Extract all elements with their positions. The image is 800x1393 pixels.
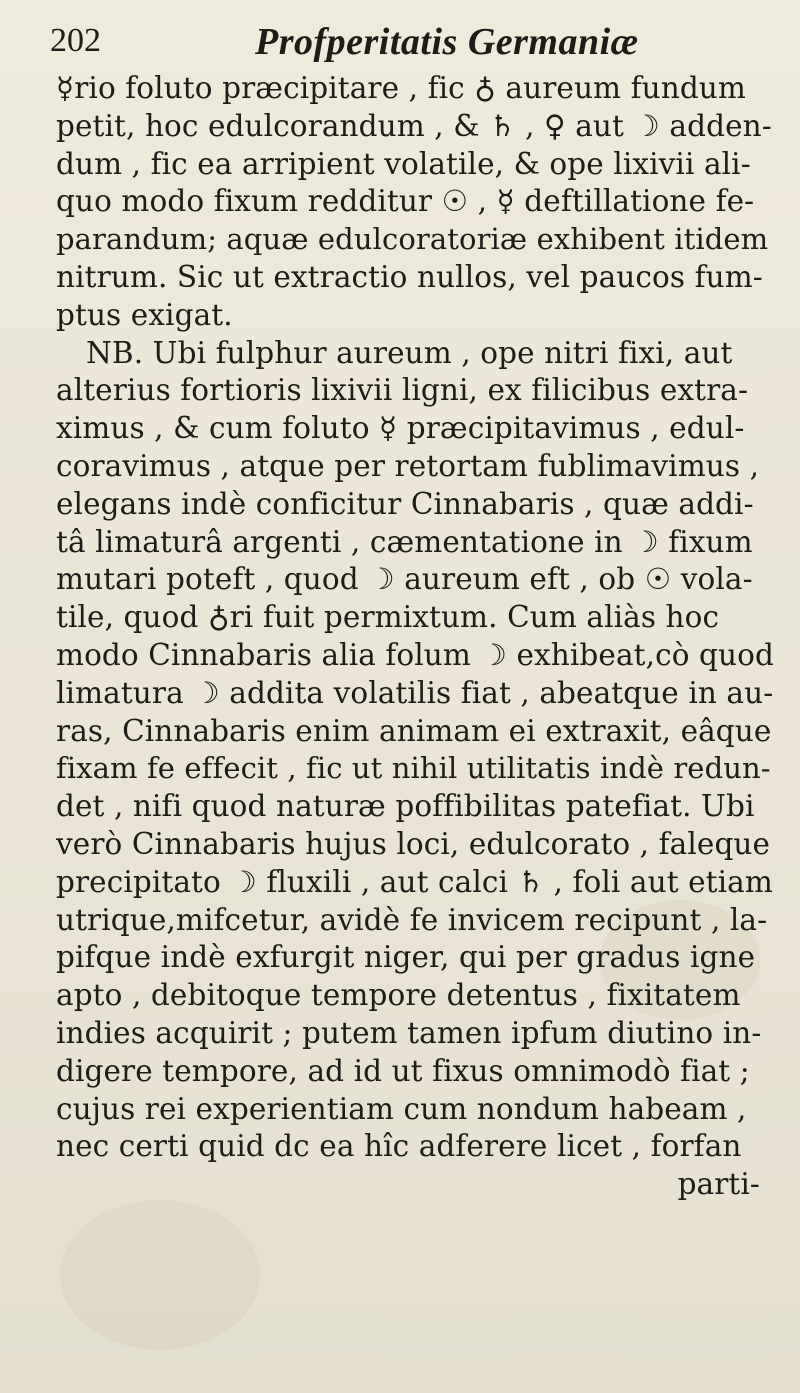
- text-line: tâ limaturâ argenti , cæmentatione in ☽ fixum: [56, 524, 753, 559]
- text-line: modo Cinnabaris alia folum ☽ exhibeat,cò quod: [56, 637, 774, 672]
- text-line: ptus exigat.: [56, 297, 233, 332]
- text-line: fixam fe effecit , fic ut nihil utilitatis indè redun-: [56, 751, 771, 786]
- text-line: pifque indè exfurgit niger, qui per gradus igne: [56, 940, 756, 975]
- text-line: mutari poteft , quod ☽ aureum eft , ob ☉ vola-: [56, 562, 753, 597]
- body-text: [56, 70, 778, 1204]
- text-line: petit, hoc edulcorandum , & ♄ , ♀ aut ☽ adden-: [56, 108, 772, 143]
- text-line: nec certi quid dc ea hîc adferere licet , forfan: [56, 1129, 742, 1164]
- text-line: NB. Ubi fulphur aureum , ope nitri fixi, aut: [86, 335, 733, 370]
- page-number: 202: [50, 22, 101, 59]
- text-line: quo modo fixum redditur ☉ , ☿ deftillatione fe-: [56, 184, 755, 219]
- text-line: limatura ☽ addita volatilis fiat , abeatque in au-: [56, 675, 774, 710]
- text-line: dum , fic ea arripient volatile, & ope lixivii ali-: [56, 146, 751, 181]
- paper-stain: [60, 1200, 260, 1350]
- text-line: verò Cinnabaris hujus loci, edulcorato , faleque: [56, 826, 771, 861]
- text-line: ras, Cinnabaris enim animam ei extraxit, eâque: [56, 713, 772, 748]
- text-line: ☿rio foluto præcipitare , fic ♁ aureum fundum: [56, 71, 746, 105]
- text-line: indies acquirit ; putem tamen ipfum diutino in-: [56, 1015, 762, 1050]
- text-line: elegans indè conficitur Cinnabaris , quæ addi-: [56, 486, 754, 521]
- text-line: parandum; aquæ edulcoratoriæ exhibent itidem: [56, 222, 769, 257]
- text-line: coravimus , atque per retortam fublimavimus ,: [56, 448, 760, 483]
- text-line: apto , debitoque tempore detentus , fixitatem: [56, 978, 741, 1013]
- text-line: tile, quod ♁ri fuit permixtum. Cum aliàs hoc: [56, 600, 720, 635]
- text-line: cujus rei experientiam cum nondum habeam ,: [56, 1091, 747, 1126]
- text-line: ximus , & cum foluto ☿ præcipitavimus , edul-: [56, 411, 745, 446]
- text-line: alterius fortioris lixivii ligni, ex filicibus extra-: [56, 373, 749, 408]
- text-line: det , nifi quod naturæ poffibilitas patefiat. Ubi: [56, 789, 755, 824]
- page-header: [50, 16, 760, 68]
- text-line: utrique,mifcetur, avidè fe invicem recipunt , la-: [56, 902, 768, 937]
- text-line: digere tempore, ad id ut fixus omnimodò fiat ;: [56, 1053, 750, 1088]
- catchword: parti-: [677, 1167, 760, 1202]
- text-line: precipitato ☽ fluxili , aut calci ♄ , foli aut etiam: [56, 864, 773, 899]
- text-line: nitrum. Sic ut extractio nullos, vel paucos fum-: [56, 259, 763, 294]
- running-title: Profperitatis Germaniæ: [255, 21, 639, 63]
